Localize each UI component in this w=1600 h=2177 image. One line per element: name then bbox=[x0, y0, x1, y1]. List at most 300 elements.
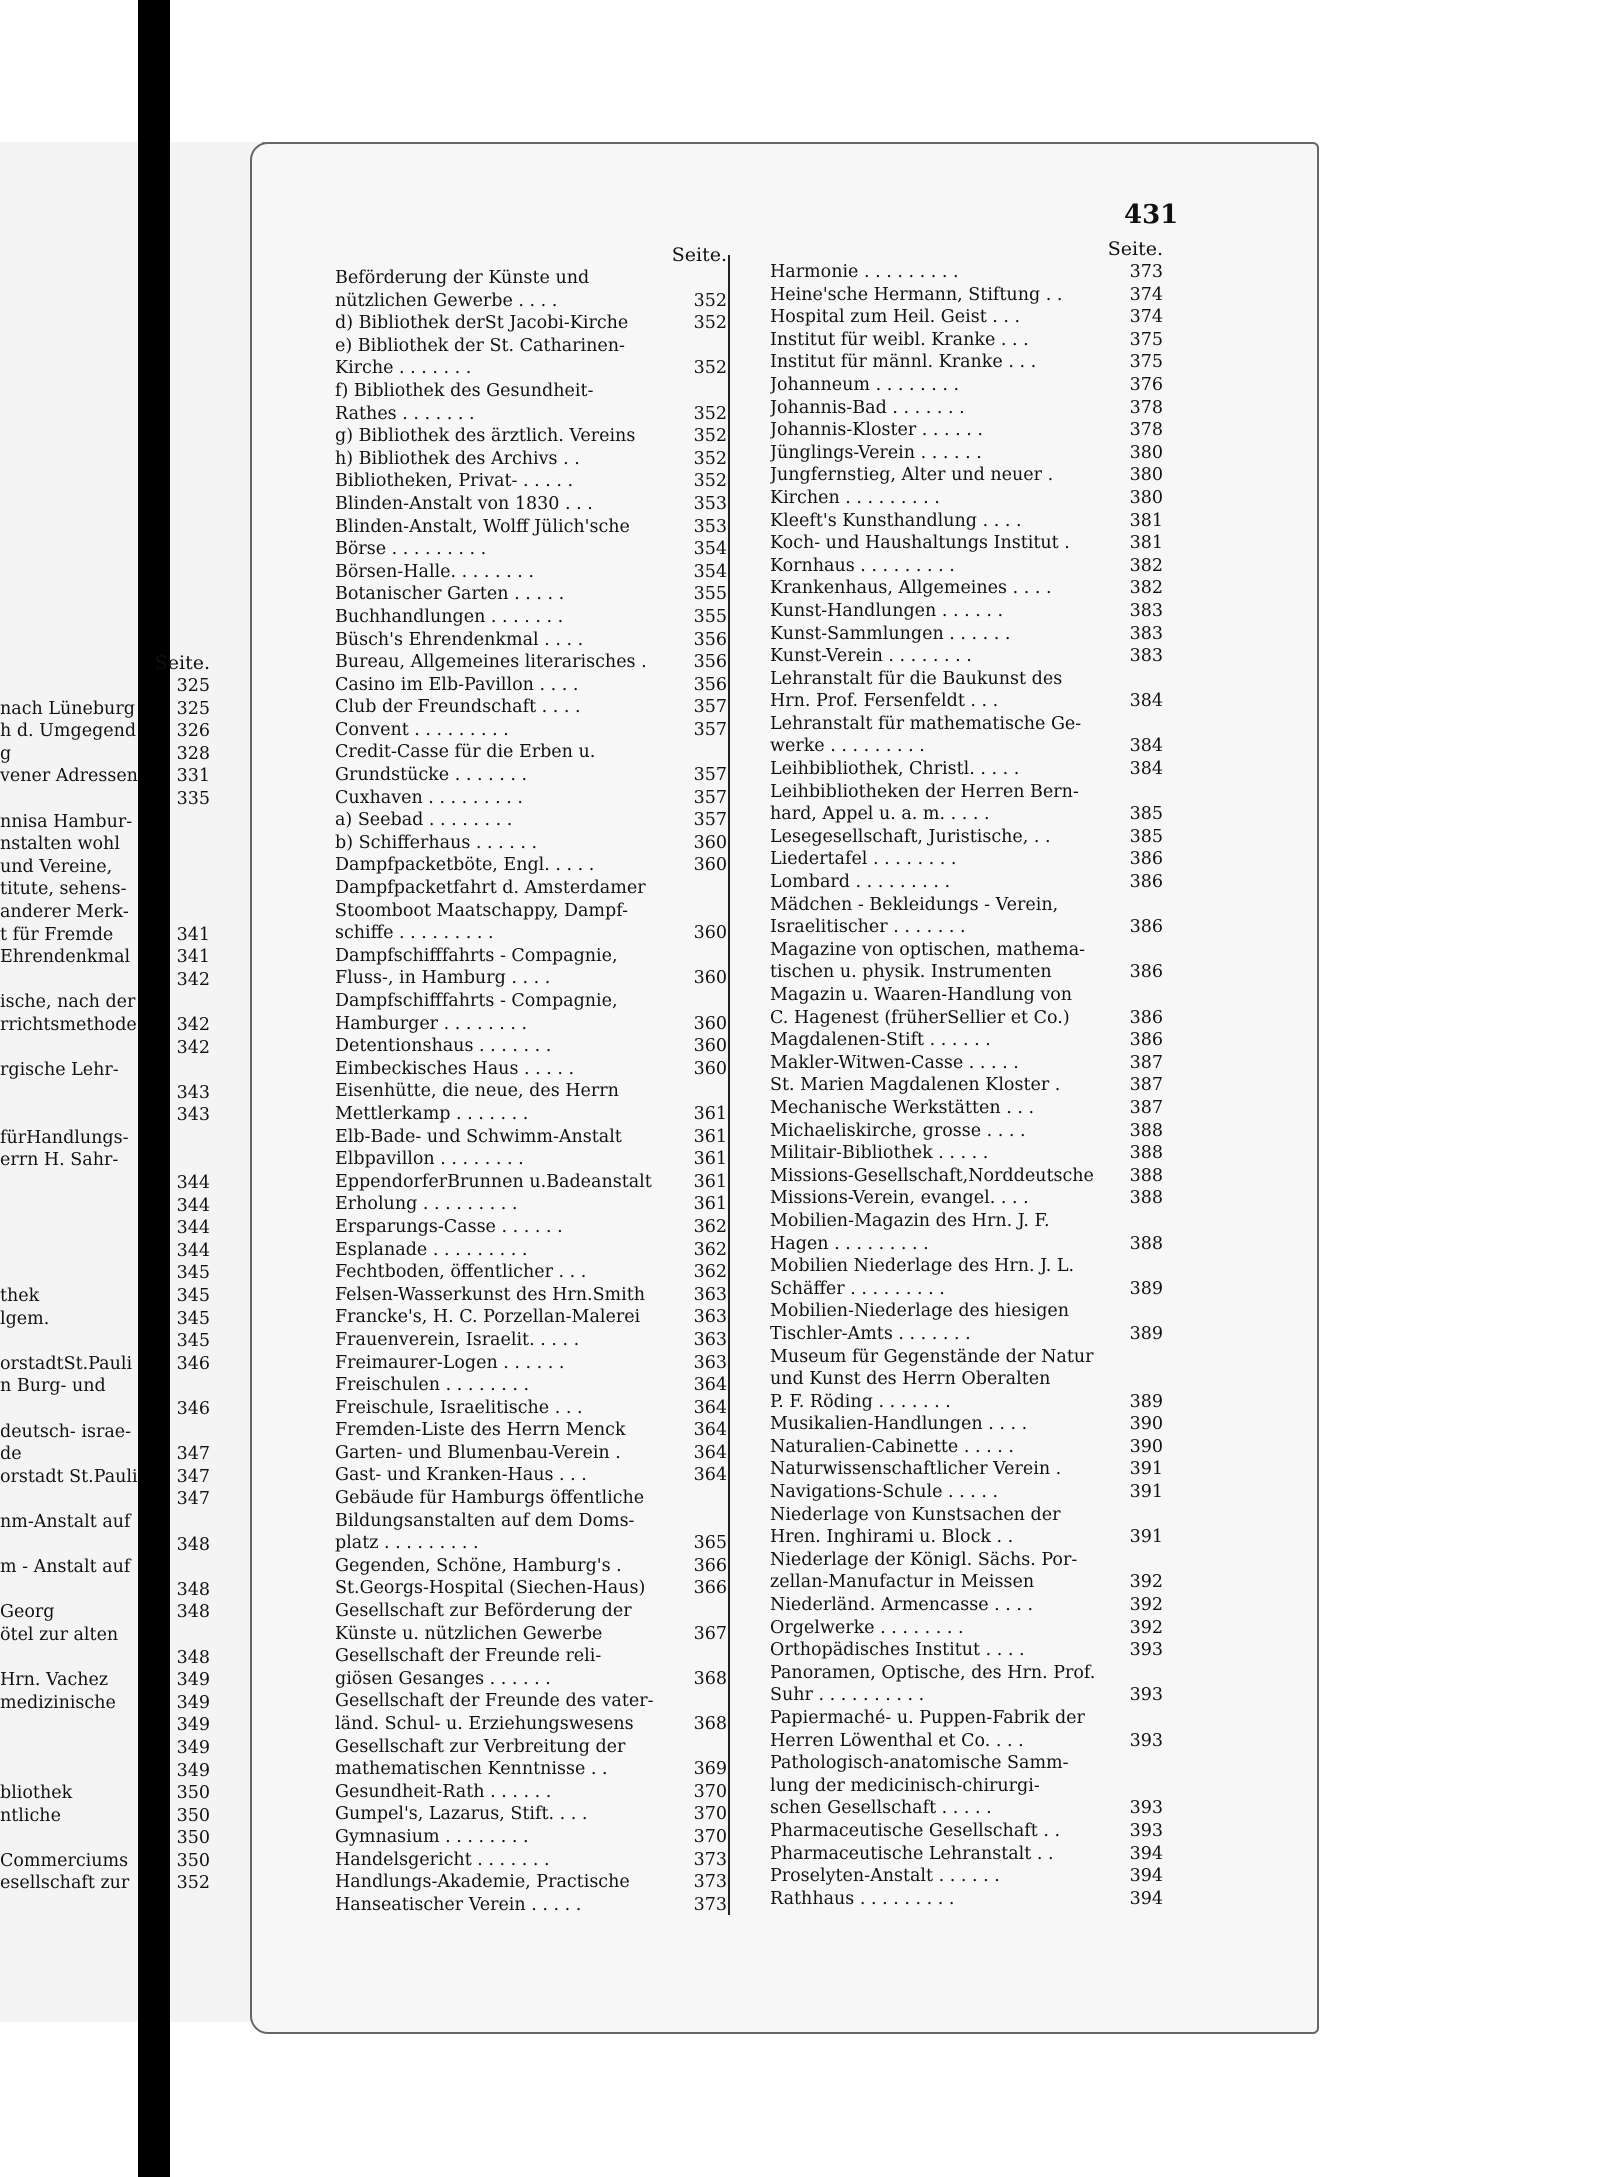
entry-page-number: 384 bbox=[1129, 736, 1163, 757]
entry-page-number: 366 bbox=[693, 1555, 727, 1576]
entry-page-number: 348 bbox=[176, 1647, 210, 1668]
entry-page-number: 393 bbox=[1129, 1798, 1163, 1819]
entry-page-number: 344 bbox=[176, 1195, 210, 1216]
entry-page-number: 360 bbox=[693, 855, 727, 876]
entry-text: Magazine von optischen, mathema- bbox=[770, 939, 1086, 960]
entry-page-number: 360 bbox=[693, 923, 727, 944]
index-entry bbox=[770, 1504, 1163, 1527]
index-entry bbox=[335, 425, 727, 448]
index-entry bbox=[0, 833, 210, 856]
entry-page-number: 386 bbox=[1129, 917, 1163, 938]
index-entry bbox=[335, 561, 727, 584]
index-entry bbox=[335, 990, 727, 1013]
index-entry bbox=[0, 901, 210, 924]
entry-text: werke . . . . . . . . . bbox=[770, 736, 925, 757]
entry-page-number: 387 bbox=[1129, 1075, 1163, 1096]
index-entry bbox=[0, 765, 210, 788]
entry-page-number: 365 bbox=[693, 1533, 727, 1554]
entry-text: Papiermaché- u. Puppen-Fabrik der bbox=[770, 1708, 1085, 1728]
index-entry bbox=[335, 1329, 727, 1352]
index-entry bbox=[770, 916, 1163, 939]
index-entry bbox=[0, 969, 210, 992]
entry-page-number: 362 bbox=[693, 1239, 727, 1260]
entry-page-number: 373 bbox=[693, 1872, 727, 1893]
entry-text: Hrn. Prof. Fersenfeldt . . . bbox=[770, 691, 999, 712]
index-entry bbox=[335, 1600, 727, 1623]
entry-page-number: 361 bbox=[693, 1126, 727, 1147]
entry-page-number: 344 bbox=[176, 1240, 210, 1261]
index-entry bbox=[335, 741, 727, 764]
index-entry bbox=[770, 826, 1163, 849]
index-entry bbox=[335, 1464, 727, 1487]
index-entry bbox=[335, 335, 727, 358]
entry-text: Musikalien-Handlungen . . . . bbox=[770, 1414, 1028, 1435]
entry-text: Jungfernstieg, Alter und neuer . bbox=[770, 465, 1054, 486]
entry-page-number: 375 bbox=[1129, 352, 1163, 373]
index-entry bbox=[0, 1556, 210, 1579]
entry-text: Navigations-Schule . . . . . bbox=[770, 1482, 999, 1503]
entry-text: Pathologisch-anatomische Samm- bbox=[770, 1753, 1069, 1774]
index-entry bbox=[0, 1737, 210, 1760]
index-entry bbox=[0, 1330, 210, 1353]
entry-text: Francke's, H. C. Porzellan-Malerei bbox=[335, 1307, 641, 1328]
entry-text: Krankenhaus, Allgemeines . . . . bbox=[770, 578, 1052, 599]
entry-text: Blinden-Anstalt von 1830 . . . bbox=[335, 493, 593, 514]
index-entry bbox=[335, 1713, 727, 1736]
index-entry bbox=[335, 1352, 727, 1375]
entry-text: Johannis-Kloster . . . . . . bbox=[770, 420, 983, 441]
entry-text: Freimaurer-Logen . . . . . . bbox=[335, 1352, 565, 1373]
index-entry bbox=[0, 788, 210, 811]
index-entry bbox=[335, 764, 727, 787]
entry-page-number: 350 bbox=[176, 1850, 210, 1871]
entry-text: Felsen-Wasserkunst des Hrn.Smith bbox=[335, 1284, 646, 1305]
index-entry-list bbox=[0, 675, 210, 1895]
index-entry bbox=[335, 1532, 727, 1555]
entry-text: Börse . . . . . . . . . bbox=[335, 539, 487, 560]
entry-text: Proselyten-Anstalt . . . . . . bbox=[770, 1866, 1000, 1887]
entry-page-number: 392 bbox=[1129, 1572, 1163, 1593]
index-entry bbox=[0, 878, 210, 901]
entry-page-number: 360 bbox=[693, 968, 727, 989]
entry-page-number: 342 bbox=[176, 1037, 210, 1058]
entry-text: Mädchen - Bekleidungs - Verein, bbox=[770, 894, 1059, 915]
entry-page-number: 386 bbox=[1129, 962, 1163, 983]
index-entry bbox=[335, 380, 727, 403]
index-entry bbox=[0, 1534, 210, 1557]
entry-text: Gesellschaft der Freunde des vater- bbox=[335, 1691, 654, 1712]
entry-page-number: 356 bbox=[693, 652, 727, 673]
entry-text: Blinden-Anstalt, Wolff Jülich'sche bbox=[335, 516, 630, 537]
index-entry bbox=[770, 623, 1163, 646]
entry-text: lgem. bbox=[0, 1308, 50, 1329]
entry-text: Koch- und Haushaltungs Institut . bbox=[770, 533, 1070, 554]
entry-text: errn H. Sahr- bbox=[0, 1150, 119, 1171]
entry-text: Dampfpacketfahrt d. Amsterdamer bbox=[335, 878, 646, 899]
entry-text: Lesegesellschaft, Juristische, . . bbox=[770, 826, 1051, 847]
entry-text: Niederlage der Königl. Sächs. Por- bbox=[770, 1549, 1078, 1570]
entry-page-number: 345 bbox=[176, 1331, 210, 1352]
index-entry bbox=[335, 1284, 727, 1307]
entry-page-number: 326 bbox=[176, 721, 210, 742]
entry-text: d) Bibliothek derSt Jacobi-Kirche bbox=[335, 313, 629, 334]
entry-text: Kunst-Sammlungen . . . . . . bbox=[770, 623, 1011, 644]
entry-page-number: 378 bbox=[1129, 420, 1163, 441]
index-entry bbox=[335, 696, 727, 719]
entry-page-number: 357 bbox=[693, 787, 727, 808]
index-entry bbox=[335, 538, 727, 561]
entry-text: Hren. Inghirami u. Block . . bbox=[770, 1527, 1014, 1548]
index-entry bbox=[770, 532, 1163, 555]
entry-text: Jünglings-Verein . . . . . . bbox=[770, 442, 982, 463]
entry-text: Garten- und Blumenbau-Verein . bbox=[335, 1442, 621, 1463]
entry-page-number: 373 bbox=[693, 1894, 727, 1915]
entry-page-number: 342 bbox=[176, 1014, 210, 1035]
entry-text: nützlichen Gewerbe . . . . bbox=[335, 290, 558, 311]
entry-text: Credit-Casse für die Erben u. bbox=[335, 742, 596, 763]
entry-text: Fluss-, in Hamburg . . . . bbox=[335, 968, 551, 989]
entry-page-number: 357 bbox=[693, 719, 727, 740]
entry-page-number: 344 bbox=[176, 1218, 210, 1239]
entry-page-number: 370 bbox=[693, 1781, 727, 1802]
entry-page-number: 354 bbox=[693, 539, 727, 560]
entry-text: platz . . . . . . . . . bbox=[335, 1533, 479, 1554]
entry-page-number: 347 bbox=[176, 1489, 210, 1510]
entry-page-number: 382 bbox=[1129, 578, 1163, 599]
column-header-seite: Seite. bbox=[154, 652, 210, 674]
entry-text: giösen Gesanges . . . . . . bbox=[335, 1668, 551, 1689]
index-entry bbox=[0, 1104, 210, 1127]
index-entry bbox=[770, 555, 1163, 578]
index-entry bbox=[770, 1571, 1163, 1594]
entry-text: de bbox=[0, 1444, 22, 1465]
entry-text: Kirchen . . . . . . . . . bbox=[770, 487, 940, 508]
index-entry bbox=[770, 1052, 1163, 1075]
entry-text: Gegenden, Schöne, Hamburg's . bbox=[335, 1555, 622, 1576]
index-entry bbox=[335, 1126, 727, 1149]
index-entry bbox=[335, 854, 727, 877]
entry-page-number: 352 bbox=[176, 1873, 210, 1894]
entry-page-number: 394 bbox=[1129, 1888, 1163, 1909]
index-entry bbox=[0, 1308, 210, 1331]
entry-page-number: 373 bbox=[1129, 262, 1163, 282]
entry-page-number: 352 bbox=[693, 426, 727, 447]
entry-page-number: 368 bbox=[693, 1668, 727, 1689]
entry-page-number: 352 bbox=[693, 313, 727, 334]
entry-text: Pharmaceutische Gesellschaft . . bbox=[770, 1820, 1061, 1841]
entry-text: thek bbox=[0, 1286, 40, 1307]
index-entry bbox=[335, 832, 727, 855]
entry-text: nach Lüneburg bbox=[0, 698, 135, 719]
entry-page-number: 349 bbox=[176, 1670, 210, 1691]
entry-page-number: 391 bbox=[1129, 1527, 1163, 1548]
index-entry bbox=[0, 1262, 210, 1285]
index-entry bbox=[770, 645, 1163, 668]
entry-text: Michaeliskirche, grosse . . . . bbox=[770, 1120, 1026, 1141]
entry-text: Missions-Gesellschaft,Norddeutsche bbox=[770, 1165, 1094, 1186]
entry-page-number: 393 bbox=[1129, 1685, 1163, 1706]
entry-page-number: 389 bbox=[1129, 1391, 1163, 1412]
entry-text: Dampfschifffahrts - Compagnie, bbox=[335, 991, 618, 1011]
entry-page-number: 343 bbox=[176, 1105, 210, 1126]
index-entry bbox=[770, 939, 1163, 962]
entry-page-number: 345 bbox=[176, 1286, 210, 1307]
entry-text: Büsch's Ehrendenkmal . . . . bbox=[335, 629, 584, 650]
index-entry bbox=[770, 1865, 1163, 1888]
entry-text: nstalten wohl bbox=[0, 834, 120, 855]
index-entry bbox=[770, 577, 1163, 600]
entry-page-number: 387 bbox=[1129, 1097, 1163, 1118]
entry-text: Lehranstalt für die Baukunst des bbox=[770, 668, 1063, 689]
index-entry bbox=[335, 877, 727, 900]
entry-text: Elbpavillon . . . . . . . . bbox=[335, 1149, 524, 1170]
entry-text: fürHandlungs- bbox=[0, 1127, 129, 1148]
entry-text: Gesellschaft zur Verbreitung der bbox=[335, 1736, 626, 1757]
index-entry bbox=[0, 1398, 210, 1421]
entry-page-number: 392 bbox=[1129, 1595, 1163, 1616]
index-entry bbox=[770, 1639, 1163, 1662]
entry-page-number: 394 bbox=[1129, 1843, 1163, 1864]
entry-text: Bureau, Allgemeines literarisches . bbox=[335, 652, 647, 673]
index-entry bbox=[335, 470, 727, 493]
entry-text: Bibliotheken, Privat- . . . . . bbox=[335, 471, 574, 492]
index-entry bbox=[770, 487, 1163, 510]
index-entry bbox=[335, 719, 727, 742]
entry-page-number: 348 bbox=[176, 1602, 210, 1623]
entry-page-number: 342 bbox=[176, 969, 210, 990]
index-entry bbox=[335, 651, 727, 674]
entry-text: Kleeft's Kunsthandlung . . . . bbox=[770, 510, 1022, 531]
entry-text: Harmonie . . . . . . . . . bbox=[770, 262, 959, 282]
entry-text: tischen u. physik. Instrumenten bbox=[770, 962, 1052, 983]
entry-page-number: 352 bbox=[693, 471, 727, 492]
entry-text: rrichtsmethode bbox=[0, 1014, 137, 1035]
index-entry-list bbox=[770, 261, 1163, 1910]
index-entry bbox=[335, 1871, 727, 1894]
index-entry bbox=[770, 1120, 1163, 1143]
index-entry bbox=[0, 946, 210, 969]
entry-text: orstadtSt.Pauli bbox=[0, 1353, 133, 1374]
entry-text: rgische Lehr- bbox=[0, 1060, 119, 1081]
index-entry bbox=[0, 1037, 210, 1060]
index-entry bbox=[770, 781, 1163, 804]
entry-page-number: 363 bbox=[693, 1329, 727, 1350]
index-entry bbox=[335, 1171, 727, 1194]
entry-page-number: 341 bbox=[176, 947, 210, 968]
index-entry bbox=[770, 984, 1163, 1007]
entry-text: Tischler-Amts . . . . . . . bbox=[770, 1323, 971, 1344]
entry-text: Magdalenen-Stift . . . . . . bbox=[770, 1030, 991, 1051]
entry-text: Erholung . . . . . . . . . bbox=[335, 1194, 518, 1215]
entry-page-number: 341 bbox=[176, 924, 210, 945]
index-entry bbox=[335, 1487, 727, 1510]
entry-page-number: 370 bbox=[693, 1826, 727, 1847]
entry-page-number: 389 bbox=[1129, 1278, 1163, 1299]
entry-text: Orthopädisches Institut . . . . bbox=[770, 1640, 1025, 1661]
index-entry bbox=[335, 1035, 727, 1058]
entry-text: Georg bbox=[0, 1602, 55, 1623]
entry-text: Rathes . . . . . . . bbox=[335, 403, 475, 424]
entry-page-number: 360 bbox=[693, 1058, 727, 1079]
index-entry bbox=[0, 743, 210, 766]
entry-page-number: 390 bbox=[1129, 1436, 1163, 1457]
index-entry bbox=[770, 1233, 1163, 1256]
index-entry bbox=[0, 1511, 210, 1534]
index-entry bbox=[770, 351, 1163, 374]
entry-text: Grundstücke . . . . . . . bbox=[335, 765, 528, 786]
index-entry bbox=[335, 1577, 727, 1600]
index-entry bbox=[0, 1149, 210, 1172]
entry-text: Lehranstalt für mathematische Ge- bbox=[770, 713, 1082, 734]
entry-page-number: 392 bbox=[1129, 1617, 1163, 1638]
index-entry bbox=[0, 1466, 210, 1489]
entry-page-number: 350 bbox=[176, 1805, 210, 1826]
index-entry bbox=[770, 1323, 1163, 1346]
entry-text: Militair-Bibliothek . . . . . bbox=[770, 1143, 989, 1164]
entry-page-number: 393 bbox=[1129, 1640, 1163, 1661]
index-entry bbox=[0, 1059, 210, 1082]
entry-text: Institut für männl. Kranke . . . bbox=[770, 352, 1037, 373]
entry-text: Dampfpacketböte, Engl. . . . . bbox=[335, 855, 595, 876]
index-entry bbox=[770, 1029, 1163, 1052]
entry-text: Mobilien-Niederlage des hiesigen bbox=[770, 1301, 1070, 1322]
index-entry bbox=[335, 1397, 727, 1420]
index-entry bbox=[0, 1760, 210, 1783]
index-entry bbox=[770, 510, 1163, 533]
index-entry bbox=[0, 1488, 210, 1511]
index-entry bbox=[770, 1391, 1163, 1414]
entry-text: St.Georgs-Hospital (Siechen-Haus) bbox=[335, 1578, 646, 1599]
entry-text: esellschaft zur bbox=[0, 1873, 130, 1894]
index-entry bbox=[335, 809, 727, 832]
index-entry bbox=[770, 1843, 1163, 1866]
index-entry bbox=[0, 1217, 210, 1240]
entry-text: und Vereine, bbox=[0, 856, 113, 877]
index-entry bbox=[0, 856, 210, 879]
index-entry bbox=[770, 961, 1163, 984]
entry-page-number: 349 bbox=[176, 1737, 210, 1758]
entry-text: Gesellschaft zur Beförderung der bbox=[335, 1601, 632, 1622]
entry-page-number: 364 bbox=[693, 1375, 727, 1396]
index-entry bbox=[335, 1645, 727, 1668]
entry-page-number: 363 bbox=[693, 1307, 727, 1328]
entry-text: Kunst-Verein . . . . . . . . bbox=[770, 646, 972, 667]
index-entry bbox=[335, 290, 727, 313]
entry-text: Schäffer . . . . . . . . . bbox=[770, 1278, 945, 1299]
index-entry bbox=[770, 1255, 1163, 1278]
index-entry bbox=[0, 924, 210, 947]
middle-index-column bbox=[335, 243, 727, 1916]
entry-text: orstadt St.Pauli bbox=[0, 1466, 138, 1487]
entry-text: Rathhaus . . . . . . . . . bbox=[770, 1888, 955, 1909]
index-entry bbox=[770, 442, 1163, 465]
index-entry bbox=[335, 403, 727, 426]
index-entry bbox=[770, 306, 1163, 329]
index-entry bbox=[0, 698, 210, 721]
entry-page-number: 346 bbox=[176, 1399, 210, 1419]
entry-page-number: 366 bbox=[693, 1578, 727, 1599]
index-entry bbox=[335, 1419, 727, 1442]
entry-page-number: 383 bbox=[1129, 646, 1163, 667]
entry-text: Hamburger . . . . . . . . bbox=[335, 1013, 528, 1034]
index-entry bbox=[0, 1579, 210, 1602]
entry-page-number: 393 bbox=[1129, 1730, 1163, 1751]
entry-text: Mobilien Niederlage des Hrn. J. L. bbox=[770, 1256, 1075, 1277]
index-entry bbox=[770, 1617, 1163, 1640]
entry-page-number: 390 bbox=[1129, 1414, 1163, 1435]
entry-text: bliothek bbox=[0, 1783, 73, 1804]
entry-text: Liedertafel . . . . . . . . bbox=[770, 849, 957, 870]
entry-text: Handelsgericht . . . . . . . bbox=[335, 1849, 550, 1870]
index-entry bbox=[0, 1692, 210, 1715]
index-entry bbox=[770, 668, 1163, 691]
entry-page-number: 360 bbox=[693, 832, 727, 853]
entry-text: Frauenverein, Israelit. . . . . bbox=[335, 1329, 580, 1350]
entry-page-number: 363 bbox=[693, 1284, 727, 1305]
entry-page-number: 380 bbox=[1129, 442, 1163, 463]
entry-text: Naturalien-Cabinette . . . . . bbox=[770, 1436, 1014, 1457]
index-entry bbox=[770, 397, 1163, 420]
entry-text: Mobilien-Magazin des Hrn. J. F. bbox=[770, 1210, 1050, 1231]
index-entry bbox=[335, 674, 727, 697]
entry-page-number: 355 bbox=[693, 584, 727, 605]
entry-page-number: 364 bbox=[693, 1442, 727, 1463]
entry-text: Herren Löwenthal et Co. . . . bbox=[770, 1730, 1024, 1751]
index-entry bbox=[770, 1413, 1163, 1436]
entry-page-number: 348 bbox=[176, 1579, 210, 1600]
index-entry bbox=[335, 1148, 727, 1171]
entry-text: Johanneum . . . . . . . . bbox=[770, 374, 960, 395]
index-entry bbox=[770, 735, 1163, 758]
entry-text: Elb-Bade- und Schwimm-Anstalt bbox=[335, 1126, 622, 1147]
index-entry bbox=[335, 1510, 727, 1533]
entry-page-number: 380 bbox=[1129, 465, 1163, 486]
index-entry bbox=[770, 803, 1163, 826]
index-entry bbox=[335, 1374, 727, 1397]
index-entry bbox=[0, 1195, 210, 1218]
entry-page-number: 391 bbox=[1129, 1482, 1163, 1503]
entry-text: EppendorferBrunnen u.Badeanstalt bbox=[335, 1171, 652, 1192]
entry-text: t für Fremde bbox=[0, 924, 114, 945]
index-entry bbox=[335, 448, 727, 471]
index-entry bbox=[0, 1850, 210, 1873]
index-entry bbox=[770, 284, 1163, 307]
index-entry bbox=[335, 312, 727, 335]
entry-text: Gymnasium . . . . . . . . bbox=[335, 1826, 529, 1847]
entry-text: Gesellschaft der Freunde reli- bbox=[335, 1646, 602, 1667]
entry-page-number: 368 bbox=[693, 1714, 727, 1734]
entry-text: Handlungs-Akademie, Practische bbox=[335, 1872, 630, 1893]
entry-page-number: 388 bbox=[1129, 1120, 1163, 1141]
index-entry bbox=[335, 267, 727, 290]
entry-text: Niederlage von Kunstsachen der bbox=[770, 1504, 1061, 1525]
index-entry bbox=[0, 1827, 210, 1850]
index-entry bbox=[335, 945, 727, 968]
entry-page-number: 331 bbox=[176, 766, 210, 787]
entry-text: Gesundheit-Rath . . . . . . bbox=[335, 1781, 552, 1802]
index-entry bbox=[770, 1775, 1163, 1798]
entry-page-number: 384 bbox=[1129, 759, 1163, 780]
entry-text: Club der Freundschaft . . . . bbox=[335, 697, 581, 718]
entry-text: Israelitischer . . . . . . . bbox=[770, 917, 966, 938]
entry-text: h d. Umgegend bbox=[0, 721, 137, 742]
entry-page-number: 362 bbox=[693, 1216, 727, 1237]
entry-page-number: 386 bbox=[1129, 1007, 1163, 1028]
index-entry bbox=[335, 1849, 727, 1872]
entry-page-number: 386 bbox=[1129, 849, 1163, 870]
index-entry bbox=[335, 1261, 727, 1284]
index-entry bbox=[335, 1193, 727, 1216]
